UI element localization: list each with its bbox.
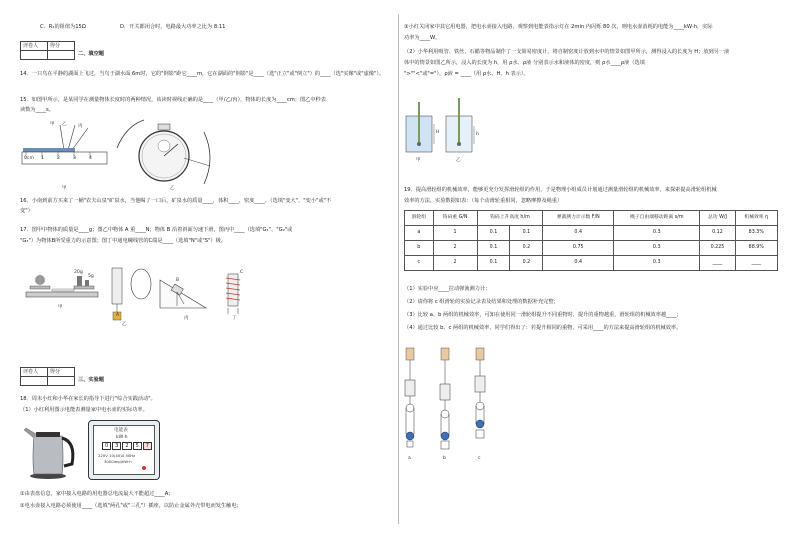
table-cell: 0.225: [700, 241, 735, 256]
weight-5g: [85, 280, 89, 286]
meter-unit: kW·h: [116, 435, 128, 440]
object-a-label: A: [116, 313, 120, 318]
table-cell: 2: [433, 256, 477, 271]
score-label: 得分: [48, 42, 75, 51]
meter-digit: 0: [102, 442, 111, 450]
label-yi: 乙: [62, 122, 67, 127]
q19-item-1: （1）实验中应____拉动弹簧测力计；: [404, 286, 491, 292]
right-pan: [74, 286, 94, 289]
ruler-tick-4: 4: [89, 156, 92, 161]
incline-figure: [158, 272, 210, 312]
table-cell: 83.3%: [735, 226, 777, 241]
meter-indicator-light: [142, 466, 146, 470]
q18-cont-line-5: ">""<"或"="），ρ液 = ____（用 ρ水、H、h 表示）。: [404, 71, 529, 77]
table-header: 钩码上升高度 h/m: [477, 211, 543, 226]
ruler-tick-1: 1: [41, 156, 44, 161]
table-cell: 0.1: [477, 256, 510, 271]
table-cell: 0.4: [543, 226, 614, 241]
end-c-label: C: [240, 270, 244, 275]
q19-item-2: （2）请你将 c 组滑轮的实验记录表及结果和处理的数据补充完整；: [404, 299, 559, 305]
meter-spec-2: 3000imp/kW·h: [104, 459, 132, 464]
q14-line-1: 14．一只鸟在平静的湖面上飞过，当鸟于湖水面 6m时，它的"倒影"距它____m，它在湖面的"倒影"是____（选"正立"或"倒立"）的____（选"实像"或"虚像"）。: [20, 71, 385, 77]
table-cell: 2: [433, 241, 477, 256]
weighed-object: [35, 275, 45, 285]
q15-line-1: 15．如图甲所示，是某同学在测量物体长度时的两种情况，该读时视线正确的是____（甲/乙/丙），物体的长度为____cm；图乙中秒表: [20, 97, 326, 103]
q15-line-2: 读数为____s。: [20, 107, 54, 113]
q18-cont-line-1: ③小红关闭家中其它用电器，把电水壶接入电路，观察到电能表指示灯在 2min 内闪烁 80 次，则电水壶消耗的电能为____kW·h，实际: [404, 24, 713, 30]
sightline-jia: [60, 125, 64, 150]
table-cell: 0.3: [614, 241, 700, 256]
kettle-spout: [24, 428, 36, 438]
tare-scale: [52, 289, 74, 291]
table-row: [405, 256, 778, 271]
fig-bing-caption: 丙: [184, 316, 189, 321]
column-divider: [398, 14, 399, 524]
pulley-label-b: b: [443, 456, 446, 461]
table-cell: 0.3: [614, 226, 700, 241]
meter-digit: 3: [112, 442, 121, 450]
stopwatch-figure: [112, 118, 222, 190]
caption-yi: 乙: [170, 186, 175, 191]
magnified-scale: [131, 269, 151, 299]
meter-reading: [102, 442, 152, 450]
pulley-b: [440, 348, 450, 449]
q19-line-1: 19．提高滑轮组的机械效率，能够更充分发挥滑轮组的作用，于是物理小组成员计划通过测量滑轮组的机械效率，来探索提高滑轮组机械: [404, 187, 717, 193]
pulley-figures: [400, 344, 500, 452]
table-row: [405, 226, 778, 241]
spring-scale: [112, 268, 122, 304]
fig-yi-caption: 乙: [122, 322, 127, 327]
table-cell: 1: [433, 226, 477, 241]
q18-cont-line-2: 功率为____W。: [404, 35, 441, 41]
table-header-row: [405, 211, 778, 226]
weight-label-2: 5g: [88, 274, 94, 279]
table-cell: 0.2: [510, 241, 543, 256]
table-cell: 0.3: [614, 256, 700, 271]
ruler-zero: 0cm: [24, 156, 34, 161]
table-cell: 88.9%: [735, 241, 777, 256]
meter-digit: 2: [122, 442, 131, 450]
meter-digit: 7: [143, 442, 152, 450]
table-header: 总功 W/J: [700, 211, 735, 226]
label-jia: 甲: [50, 122, 55, 127]
spring-scale-figure: [108, 262, 154, 324]
pulley-c: [475, 348, 485, 438]
sightline-bing: [72, 128, 88, 150]
table-cell: c: [405, 256, 434, 271]
table-cell: 0.2: [510, 256, 543, 271]
grader-label: 评卷人: [21, 42, 48, 51]
weight-20g: [77, 276, 82, 286]
pulley-label-a: a: [408, 456, 411, 461]
kettle-body: [33, 436, 63, 474]
ruler-tick-2: 2: [57, 156, 60, 161]
label-h: h: [476, 132, 479, 137]
q18-item-1: ①由表盘信息，家中接入电路的用电器总电流最大不能超过____A；: [20, 491, 174, 497]
ruler-tick-3: 3: [73, 156, 76, 161]
kettle-lid: [36, 432, 60, 437]
table-row: [405, 241, 778, 256]
pulley-data-table: [404, 210, 778, 271]
table-header: 弹簧测力计示数 F/N: [543, 211, 614, 226]
left-pan: [30, 286, 50, 289]
q13-option-d: D．开关都闭合时，电路最大功率之比为 8:11: [120, 24, 226, 30]
q13-option-c: C．R₁的阻值为15Ω: [40, 24, 86, 30]
table-cell: a: [405, 226, 434, 241]
balance-base: [26, 292, 98, 297]
q18-item-2: ②电水壶接入电路必须使用____（选填"两孔"或"三孔"）插座，以防止金属外壳带电而发生触电；: [20, 503, 242, 509]
minute-dial: [158, 140, 170, 152]
score-box-1: [20, 41, 75, 60]
balance-figure: [22, 262, 102, 304]
measured-object: [23, 148, 75, 152]
kettle-handle: [62, 438, 73, 466]
sightline-yi: [68, 125, 75, 150]
table-cell: 0.1: [477, 241, 510, 256]
q19-item-4: （4）通过比较 b、c 两组的机械效率，同学们得出了：若提升相同的重物，可采用____的方法来提高滑轮组的机械效率。: [404, 325, 682, 331]
hydrometer-caption-yi: 乙: [456, 158, 461, 163]
table-cell: ____: [700, 256, 735, 271]
pulley-label-c: c: [478, 456, 481, 461]
meter-spec-1: 220V 10(40)A 50Hz: [98, 453, 136, 458]
table-cell: 0.1: [477, 226, 510, 241]
table-cell: b: [405, 241, 434, 256]
solenoid-figure: [220, 270, 250, 318]
table-header: 钩码重 G/N: [433, 211, 477, 226]
meter-digit: 5: [133, 442, 142, 450]
q19-line-2: 效率的方法，实验数据如表：（每个动滑轮重相同，忽略摩擦及绳重）: [404, 198, 563, 204]
table-cell: ____: [735, 256, 777, 271]
q19-item-3: （3）比较 a、b 两组的机械效率，可知在使用同一滑轮组提升不同重物时，提升的重物越重，滑轮组的机械效率越____；: [404, 312, 682, 318]
table-cell: 0.1: [510, 226, 543, 241]
table-header: 滑轮组: [405, 211, 434, 226]
fig-jia-caption: 甲: [58, 305, 63, 310]
stopwatch-crown: [158, 124, 170, 130]
q17-line-2: "G₃"）为物体B所受重力的示意图；图丁中通电螺线管的C端是____（选填"N"或"S"）极。: [20, 238, 226, 244]
grader-label-2: 评卷人: [21, 368, 48, 377]
pulley-a: [405, 348, 415, 447]
q18-line-1: 18．周末小红和小华在家长的指导下进行"综合实践活动"。: [20, 396, 156, 402]
object-b-label: B: [176, 278, 180, 283]
energy-meter: [88, 420, 160, 480]
meter-title: 电能表: [114, 428, 128, 433]
ruler: [22, 152, 107, 164]
ruler-figure: [20, 120, 110, 188]
caption-jia: 甲: [62, 186, 67, 191]
q16-line-2: 变"）: [20, 208, 33, 214]
kettle-image: [22, 420, 78, 480]
q18-line-2: （1）小红利用图示电能表测量家中电水壶的实际功率。: [20, 407, 148, 413]
incline-plane: [160, 280, 206, 308]
hydrometer-caption-jia: 甲: [416, 158, 421, 163]
hydrometer-figure: [402, 96, 482, 162]
q17-line-1: 17．图甲中物体的质量是____g；图乙中物体 A 重____N；物体 B 沿着斜面匀速下滑，图丙中____（选填"G₁"、"G₂"或: [20, 227, 293, 233]
table-header: 绳子自由端移动距离 s/m: [614, 211, 700, 226]
q18-cont-line-4: 体中的情景如图乙所示，浸入的长度为 h，用 ρ水、ρ液 分别表示水和液体的密度，则 ρ水____ρ液（选填: [404, 60, 645, 66]
score-box-2: [20, 367, 75, 386]
section-fill-in: 二、填空题: [78, 51, 104, 57]
q18-cont-line-3: （2）小华利用吸管、铁丝、石蜡等物品制作了一支简易密度计，将自制密度计放到水中的情景如图甲所示，测得浸入的长度为 H；放到另一液: [404, 49, 730, 55]
score-label-2: 得分: [48, 368, 75, 377]
section-experiment: 三、实验题: [78, 377, 104, 383]
weight-label-1: 20g: [74, 270, 83, 275]
label-H: H: [436, 130, 440, 135]
q16-line-1: 16．小南到前方买来了一桶"农夫山泉"矿泉水，当他喝了一口后，矿泉水的质量____，体积____，密度____。（选填"变大"、"变小"或"不: [20, 198, 332, 204]
table-cell: 0.75: [543, 241, 614, 256]
table-header: 机械效率 η: [735, 211, 777, 226]
table-cell: 0.4: [543, 256, 614, 271]
fig-ding-caption: 丁: [232, 316, 237, 321]
table-cell: 0.12: [700, 226, 735, 241]
label-bing: 丙: [78, 124, 83, 129]
